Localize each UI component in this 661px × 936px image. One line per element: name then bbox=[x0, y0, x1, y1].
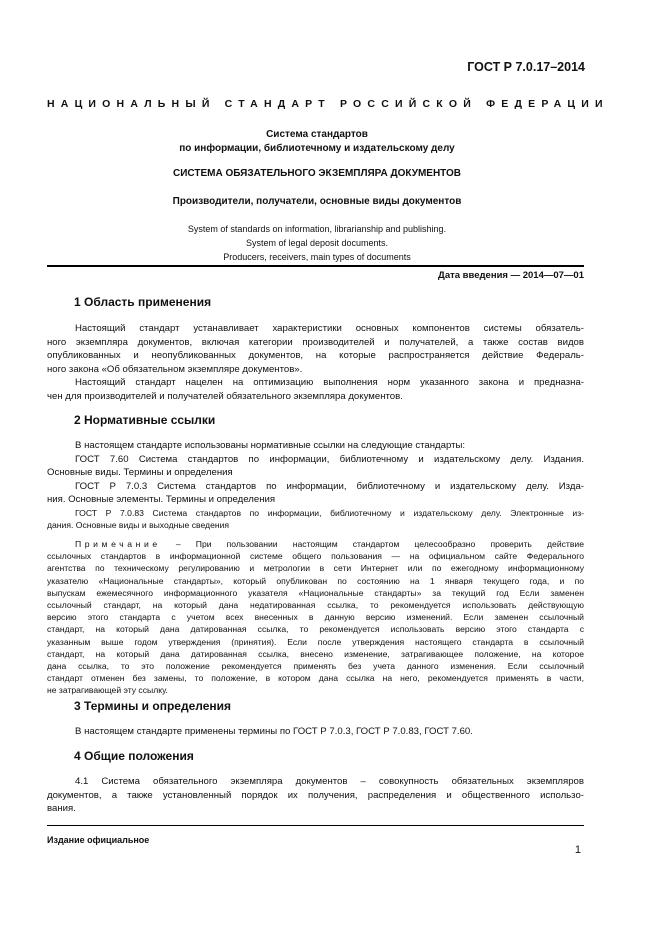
text-line: опубликованных и неопубликованных документов, на которые распространяется действие Федераль- bbox=[47, 350, 584, 362]
note-line: агентства по техническому регулированию и метрологии в сети Интернет или по ежегодному информационному bbox=[47, 563, 584, 574]
note-text: – При пользовании настоящим стандартом целесообразно проверить действие bbox=[175, 539, 584, 549]
reference-line: ГОСТ Р 7.0.83 Система стандартов по информации, библиотечному и издательскому делу. Электронные из- bbox=[75, 508, 584, 518]
note-line: выпускам ежемесячного информационного указателя «Национальные стандарты» за текущий год Если заменен bbox=[47, 587, 584, 598]
title-en-line3: Producers, receivers, main types of documents bbox=[223, 252, 411, 262]
note-line: ссылочных стандартов в информационной системе общего пользования — на официальном сайте Федерального bbox=[47, 551, 584, 562]
text-line: ного закона «Об обязательном экземпляре документов». bbox=[47, 363, 303, 375]
title-ru-main: СИСТЕМА ОБЯЗАТЕЛЬНОГО ЭКЗЕМПЛЯРА ДОКУМЕНТОВ bbox=[172, 168, 462, 179]
note-line: ссылочный стандарт, на который дана недатированная ссылка, то рекомендуется использовать действующую bbox=[47, 600, 584, 611]
note-line: указателю «Национальные стандарты», который опубликован по состоянию на 1 января текущего года, и по bbox=[47, 575, 584, 586]
text-line: чен для производителей и получателей обязательного экземпляра документов. bbox=[47, 390, 403, 402]
reference-line: дания. Основные виды и выходные сведения bbox=[47, 520, 230, 531]
section-2-references bbox=[47, 439, 584, 507]
note-line: дана ссылка, то это положение рекомендуется применять без учета данного изменения. Если ссылочный bbox=[47, 661, 584, 672]
section-4-paragraph-1 bbox=[47, 775, 584, 816]
section-3-text bbox=[47, 725, 584, 739]
title-ru-line2: по информации, библиотечному и издательскому делу bbox=[179, 143, 455, 154]
note-line: версию этого стандарта с учетом всех внесенных в данную версию изменений. Если заменен ссылочный bbox=[47, 612, 584, 623]
text-line: вания. bbox=[47, 803, 76, 815]
title-ru-sub: Производители, получатели, основные виды документов bbox=[172, 196, 462, 207]
title-rule bbox=[47, 265, 584, 267]
reference-line: Основные виды. Термины и определения bbox=[47, 467, 233, 479]
national-standard-heading: НАЦИОНАЛЬНЫЙ СТАНДАРТ РОССИЙСКОЙ ФЕДЕРАЦИИ bbox=[47, 98, 609, 110]
section-2-note bbox=[47, 538, 584, 697]
note-line: указанным выше годом утверждения (принятия). Если после утверждения настоящего стандарта в ссылочный bbox=[47, 636, 584, 647]
section-2-reference-3 bbox=[47, 507, 584, 531]
standard-code: ГОСТ Р 7.0.17–2014 bbox=[467, 60, 585, 74]
reference-line: ГОСТ 7.60 Система стандартов по информации, библиотечному и издательскому делу. Издания. bbox=[75, 453, 584, 465]
text-line: 4.1 Система обязательного экземпляра документов – совокупность обязательных экземпляров bbox=[75, 776, 584, 787]
text-line: В настоящем стандарте использованы нормативные ссылки на следующие стандарты: bbox=[75, 440, 466, 451]
footer-rule bbox=[47, 825, 584, 826]
section-1-heading: 1 Область применения bbox=[74, 295, 212, 309]
text-line: документов, а также установленный порядок их получения, распределения и общественного использо- bbox=[47, 789, 584, 801]
note-first-line bbox=[47, 538, 584, 550]
page-number: 1 bbox=[574, 844, 581, 856]
note-line: стандарт, на который дана датированная ссылка, внесено изменение, затрагивающее положение, на которое bbox=[47, 648, 584, 659]
text-line: ного экземпляра документов, включая категории производителей и получателей, а также состав видов bbox=[47, 336, 584, 348]
section-1-paragraph-1 bbox=[47, 322, 584, 404]
text-line: В настоящем стандарте применены термины по ГОСТ Р 7.0.3, ГОСТ Р 7.0.83, ГОСТ 7.60. bbox=[75, 726, 473, 737]
section-3-heading: 3 Термины и определения bbox=[74, 699, 232, 713]
section-4-heading: 4 Общие положения bbox=[74, 749, 194, 763]
section-2-heading: 2 Нормативные ссылки bbox=[74, 413, 216, 427]
reference-line: ния. Основные элементы. Термины и определения bbox=[47, 494, 276, 506]
text-line: Настоящий стандарт нацелен на оптимизацию выполнения норм указанного закона и предназна- bbox=[75, 377, 584, 389]
note-line: стандарт отменен без замены, то положение, в котором дана ссылка на него, рекомендуется применять в части, bbox=[47, 673, 584, 684]
note-label: Примечание bbox=[75, 539, 161, 549]
title-en-line2: System of legal deposit documents. bbox=[245, 238, 389, 248]
title-en-line1: System of standards on information, librarianship and publishing. bbox=[187, 224, 447, 234]
introduction-date: Дата введения — 2014—07—01 bbox=[438, 270, 584, 281]
note-line: не затрагивающей эту ссылку. bbox=[47, 685, 168, 696]
reference-line: ГОСТ Р 7.0.3 Система стандартов по информации, библиотечному и издательскому делу. Изда- bbox=[75, 480, 584, 492]
text-line: Настоящий стандарт устанавливает характеристики основных компонентов системы обязатель- bbox=[75, 323, 584, 334]
title-ru-line1: Система стандартов bbox=[266, 129, 368, 140]
note-line: стандарт, на который дана датированная ссылка, то рекомендуется использовать версию этого стандарта с bbox=[47, 624, 584, 635]
official-edition-label: Издание официальное bbox=[47, 835, 150, 845]
